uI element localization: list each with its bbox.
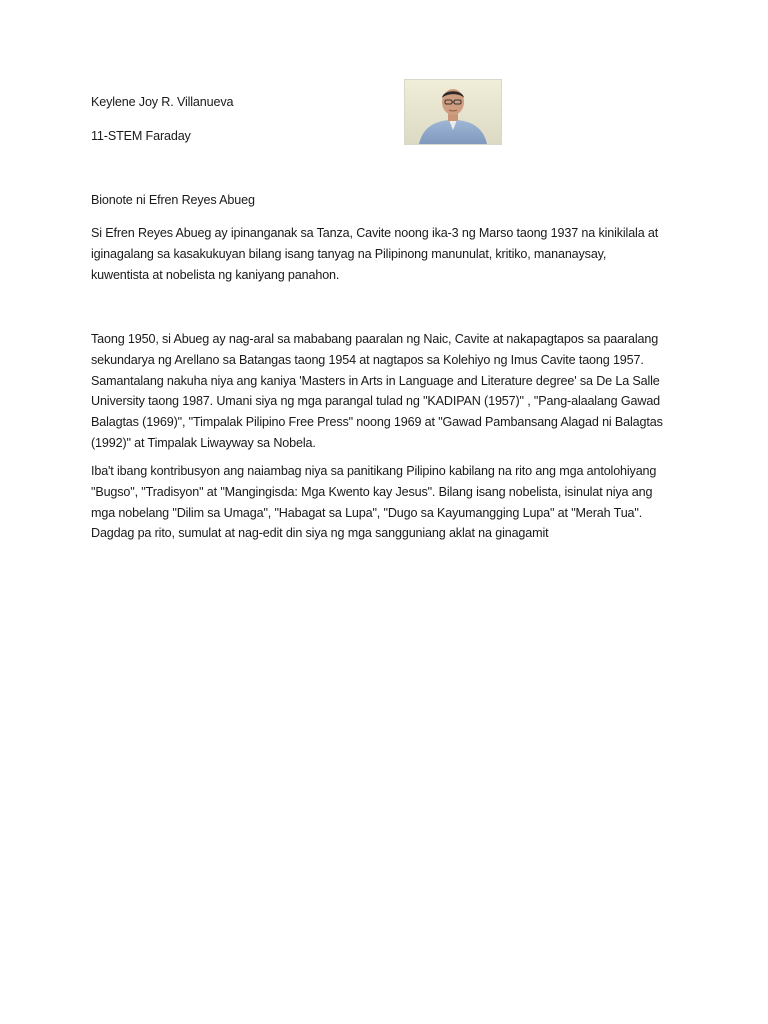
paragraph-line: kuwentista at nobelista ng kaniyang panahon. bbox=[91, 267, 340, 282]
portrait-icon bbox=[405, 80, 501, 144]
paragraph-line: Balagtas (1969)", "Timpalak Pilipino Free Press" noong 1969 at "Gawad Pambansang Alagad ni Balagtas bbox=[91, 415, 663, 430]
paragraph-line: (1992)" at Timpalak Liwayway sa Nobela. bbox=[91, 435, 316, 450]
paragraph-line: Taong 1950, si Abueg ay nag-aral sa mababang paaralan ng Naic, Cavite at nakapagtapos sa paaralang bbox=[91, 332, 659, 346]
paragraph-line: University taong 1987. Umani siya ng mga parangal tulad ng "KADIPAN (1957)" , "Pang-alaalang Gawad bbox=[91, 394, 661, 409]
paragraph-line: "Bugso", "Tradisyon" at "Mangingisda: Mga Kwento kay Jesus". Bilang isang nobelista, isinulat niya ang bbox=[91, 484, 653, 499]
class-section: 11-STEM Faraday bbox=[91, 129, 191, 143]
paragraph-line: iginagalang sa kasakukuyan bilang isang tanyag na Pilipinong manunulat, kritiko, mananaysay, bbox=[91, 246, 607, 261]
paragraph-line: sekundarya ng Arellano sa Batangas taong 1954 at nagtapos sa Kolehiyo ng Imus Cavite taong 1957. bbox=[91, 352, 644, 367]
portrait-photo bbox=[405, 80, 501, 144]
paragraph-line: Si Efren Reyes Abueg ay ipinanganak sa Tanza, Cavite noong ika-3 ng Marso taong 1937 na kinikilala at bbox=[91, 226, 659, 240]
paragraph-line: Dagdag pa rito, sumulat at nag-edit din siya ng mga sangguniang aklat na ginagamit bbox=[91, 526, 549, 541]
paragraph-2 bbox=[91, 329, 681, 454]
paragraph-1 bbox=[91, 223, 681, 285]
paragraph-line: mga nobelang "Dilim sa Umaga", "Habagat sa Lupa", "Dugo sa Kayumangging Lupa" at "Merah Tua". bbox=[91, 505, 643, 520]
document-title: Bionote ni Efren Reyes Abueg bbox=[91, 193, 255, 207]
paragraph-line: Samantalang nakuha niya ang kaniya 'Masters in Arts in Language and Literature degree' sa De La Salle bbox=[91, 373, 660, 388]
paragraph-3 bbox=[91, 461, 681, 544]
paragraph-line: Iba't ibang kontribusyon ang naiambag niya sa panitikang Pilipino kabilang na rito ang mga antolohiyang bbox=[91, 464, 657, 478]
author-name: Keylene Joy R. Villanueva bbox=[91, 95, 234, 109]
